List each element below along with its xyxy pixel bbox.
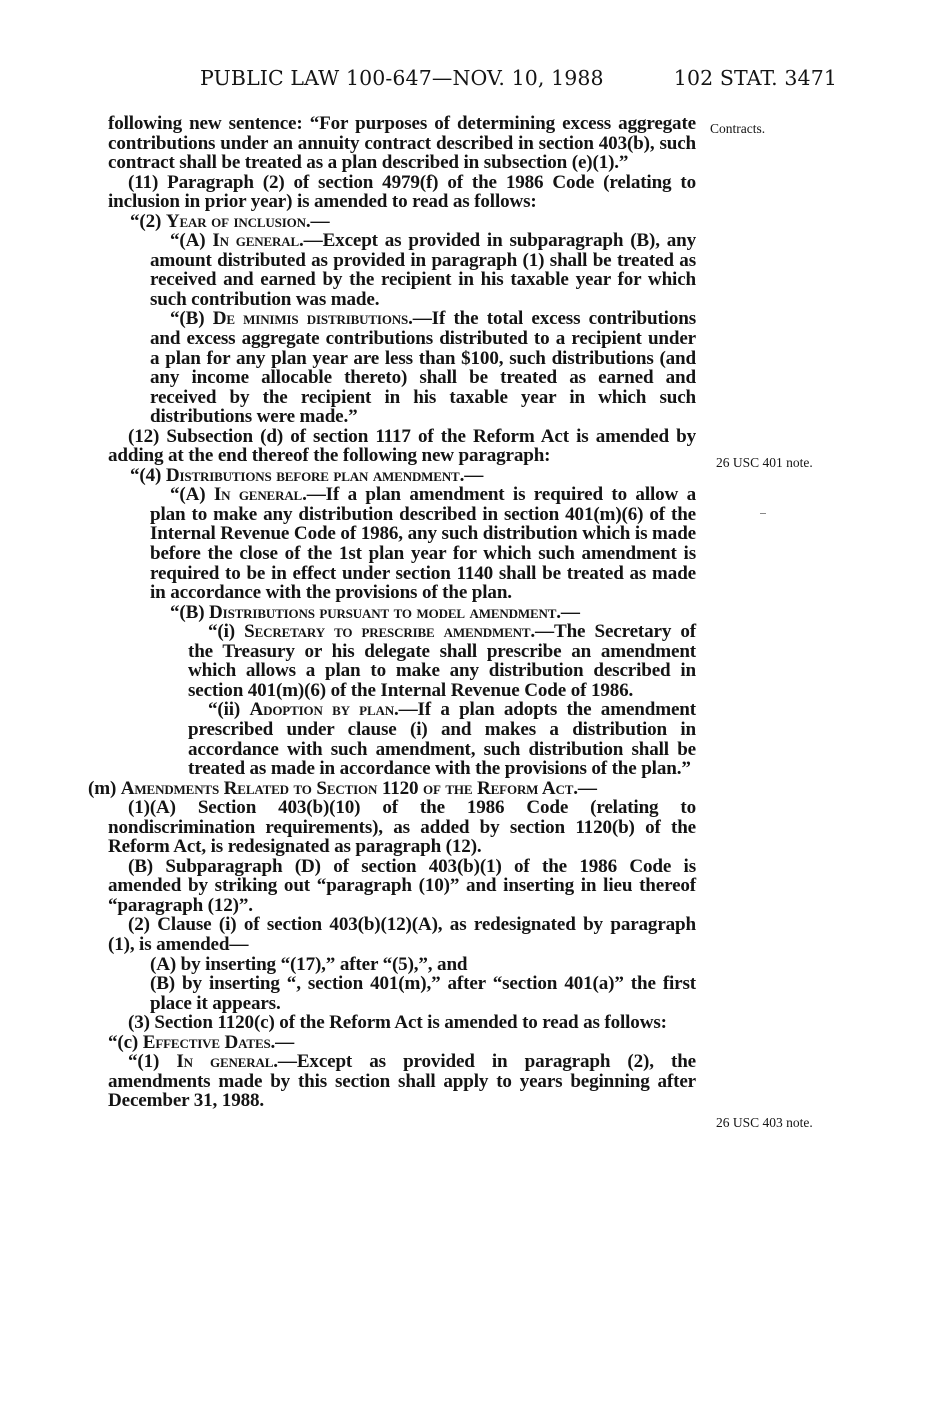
paragraph-m1b: (B) Subparagraph (D) of section 403(b)(1) of the 1986 Code is amended by striking out “paragraph (10)” and inserting in lieu thereof “paragraph (12)”. bbox=[108, 855, 696, 916]
paragraph-m2a: (A) by inserting “(17),” after “(5),”, and bbox=[150, 953, 468, 975]
heading-year-of-inclusion: “(2) Year of inclusion.— bbox=[130, 210, 330, 232]
running-header-title: PUBLIC LAW 100-647—NOV. 10, 1988 bbox=[200, 66, 604, 90]
heading-model-amendment: “(B) Distributions pursuant to model amendment.— bbox=[170, 601, 580, 623]
subparagraph-4a-in-general: “(A) In general.—If a plan amendment is required to allow a plan to make any distribution described in section 401(m)(6) of the Internal Revenue Code of 1986, any such distribution which is made before the close of the 1st plan year for which such amendment is required to be in effect under section 1140 shall be treated as made in accordance with the provisions of the plan. bbox=[150, 484, 696, 604]
paragraph-c1-in-general: “(1) In general.—Except as provided in paragraph (2), the amendments made by this section shall apply to years beginning after December 31, 1988. bbox=[108, 1051, 696, 1112]
statute-body bbox=[88, 113, 697, 1112]
paragraph-m3: (3) Section 1120(c) of the Reform Act is amended to read as follows: bbox=[128, 1012, 667, 1034]
margin-note-usc-403: 26 USC 403 note. bbox=[716, 1115, 813, 1130]
subparagraph-a-in-general: “(A) In general.—Except as provided in subparagraph (B), any amount distributed as provided in paragraph (1) shall be treated as received and earned by the recipient in his taxable year for which such contribution was made. bbox=[150, 230, 696, 310]
paragraph-12: (12) Subsection (d) of section 1117 of the Reform Act is amended by adding at the end thereof the following new paragraph: bbox=[108, 425, 696, 467]
paragraph-m2b: (B) by inserting “, section 401(m),” after “section 401(a)” the first place it appears. bbox=[150, 973, 696, 1014]
paragraph-m2: (2) Clause (i) of section 403(b)(12)(A), as redesignated by paragraph (1), is amended— bbox=[108, 914, 696, 955]
subparagraph-b-de-minimis: “(B) De minimis distributions.—If the total excess contributions and excess aggregate contributions distributed to a recipient under a plan for any plan year are less than $100, such distributions (and any income allocable thereto) shall be treated as earned and received by the recipient in his taxable year in which such distributions were made.” bbox=[150, 308, 696, 428]
clause-ii-adoption: “(ii) Adoption by plan.—If a plan adopts the amendment prescribed under clause (i) and makes a distribution in accordance with such amendment, such distribution shall be treated as made in accordance with the provisions of the plan.” bbox=[188, 699, 696, 780]
heading-effective-dates: “(c) Effective Dates.— bbox=[108, 1031, 295, 1053]
paragraph-m1a: (1)(A) Section 403(b)(10) of the 1986 Code (relating to nondiscrimination requirements), as added by section 1120(b) of the Reform Act, is redesignated as paragraph (12). bbox=[108, 797, 696, 858]
margin-note-usc-401: 26 USC 401 note. bbox=[716, 455, 813, 470]
clause-i-secretary: “(i) Secretary to prescribe amendment.—The Secretary of the Treasury or his delegate shall prescribe an amendment which allows a plan to make any distribution described in section 401(m)(6) of the Internal Revenue Code of 1986. bbox=[188, 621, 697, 701]
heading-distributions-before-amendment: “(4) Distributions before plan amendment.— bbox=[130, 464, 484, 486]
stray-mark bbox=[760, 513, 766, 514]
margin-note-contracts: Contracts. bbox=[710, 121, 766, 136]
paragraph-11: (11) Paragraph (2) of section 4979(f) of the 1986 Code (relating to inclusion in prior year) is amended to read as follows: bbox=[108, 171, 696, 213]
heading-subsection-m: (m) Amendments Related to Section 1120 of the Reform Act.— bbox=[88, 777, 597, 799]
running-header-page: 102 STAT. 3471 bbox=[673, 66, 837, 90]
paragraph-continuation: following new sentence: “For purposes of determining excess aggregate contributions under an annuity contract described in section 403(b), such contract shall be treated as a plan described in subsection (e)(1).” bbox=[108, 113, 696, 174]
